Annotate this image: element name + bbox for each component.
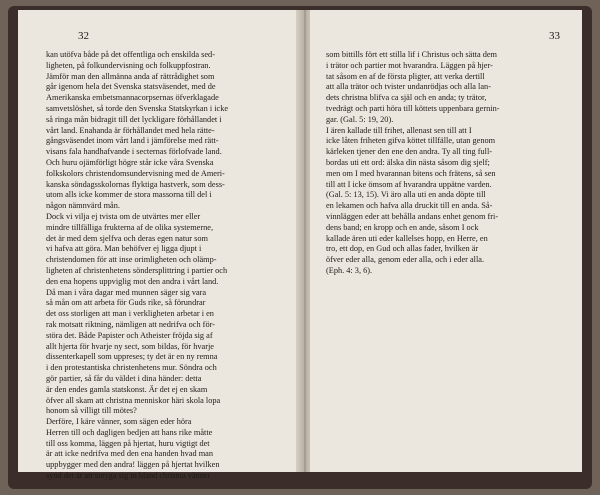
- text-line: öfver all skam att christna menniskor häri skola lopa: [46, 395, 221, 405]
- text-line: den ena hopens uppviglig mot den andra i vårt land.: [46, 276, 219, 286]
- left-page-number: 32: [78, 30, 89, 42]
- text-line: (Gal. 5: 13, 15). Vi äro alla uti en anda döpte till: [326, 190, 486, 200]
- right-page-text: [326, 50, 564, 277]
- text-line: men om I med hvarannan bitens och frätens, så sen: [326, 168, 496, 178]
- text-line: bordas uti ett ord: älska din nästa såsom dig sjelf;: [326, 157, 490, 167]
- text-line: icke låten friheten gifva köttet tillfälle, utan genom: [326, 136, 496, 146]
- text-line: vinnläggen eder att behålla andans enhet genom fri-: [326, 211, 499, 221]
- text-line: kan utöfva både på det offentliga och enskilda sed-: [46, 50, 215, 59]
- text-line: så ringa mån bidragit till det lyckligare förhållandet i: [46, 114, 222, 124]
- text-line: tat såsom en af de första pligter, att verka dertill: [326, 71, 485, 81]
- text-line: går igenom hela det Svenska statsväsendet, med de: [46, 82, 216, 92]
- text-line: att alla trätor och tvister undanrödjas och alla lan-: [326, 82, 491, 92]
- right-page-number: 33: [549, 30, 560, 42]
- text-line: Jämför man den allmänna anda af rättrådighet som: [46, 71, 215, 81]
- text-line: christendomen för att inse orimligheten och olämp-: [46, 255, 217, 265]
- text-line: i trätor och partier mot hvarandra. Läggen på hjer-: [326, 60, 493, 70]
- text-line: folkskolors christendomsundervisning med de Ameri-: [46, 168, 225, 178]
- text-line: honom så villigt till mötes?: [46, 406, 137, 416]
- text-line: till att I icke ömsom af hvarandra uppätne varden.: [326, 179, 492, 189]
- right-page: [310, 10, 582, 472]
- text-line: dissenterkapell som uppreses; ty det är en ny remna: [46, 352, 218, 362]
- text-line: störa det. Både Papister och Atheister fröjda sig af: [46, 330, 213, 340]
- text-line: kärleken tjener den ene den andra. Ty all ting full-: [326, 147, 493, 157]
- text-line: ligheten, på folkundervisning och folkuppfostran.: [46, 60, 211, 70]
- text-line: vi hafva att göra. Man behöfver ej ligga djupt i: [46, 244, 202, 254]
- text-line: Herren till och dagligen bedjen att hans rike måtte: [46, 427, 213, 437]
- text-line: (Eph. 4: 3, 6).: [326, 265, 373, 275]
- text-line: det oss storligen att man i verkligheten arbetar i en: [46, 309, 214, 319]
- text-line: dens band; en kropp och en ande, såsom I ock: [326, 222, 479, 232]
- text-line: rak motsatt riktning, nämligen att nedrifva och för-: [46, 319, 215, 329]
- text-line: Derföre, I käre vänner, som sägen eder höra: [46, 417, 192, 427]
- text-line: allt hjerta för hvarje ny sect, som bildas, för hvarje: [46, 341, 214, 351]
- text-line: en lekamen och hafva alla druckit till en anda. Så-: [326, 201, 493, 211]
- text-line: till oss komma, läggen på hjertat, huru vigtigt det: [46, 438, 210, 448]
- text-line: Och huru ojämförligt högre står icke våra Svenska: [46, 157, 214, 167]
- text-line: vårt land. Enahanda är förhållandet med hela rätte-: [46, 125, 215, 135]
- text-line: tro, ett dop, en Gud och allas fader, hvilken är: [326, 244, 479, 254]
- text-line: visans fala handhafvande i secternas förlofvade land.: [46, 147, 222, 157]
- text-line: mindre tillfälliga frukterna af de olika systemerne,: [46, 222, 214, 232]
- left-page: [18, 10, 300, 481]
- text-line: ligheten af christenhetens söndersplittring i partier och: [46, 265, 228, 275]
- text-line: gångsväsendet inom vårt land i jämförelse med rätt-: [46, 136, 219, 146]
- text-line: tvedrägt och parti höra till köttets uppenbara gernin-: [326, 103, 500, 113]
- text-line: så mån om att arbeta för Guds rike, så förundrar: [46, 298, 206, 308]
- text-line: Då man i våra dagar med munnen säger sig vara: [46, 287, 207, 297]
- text-line: gör partier, så får du väldet i dina händer: detta: [46, 373, 202, 383]
- text-line: Dock vi vilja ej tvista om de utvärtes mer eller: [46, 211, 201, 221]
- text-line: kallade ären uti eder kallelses hopp, en Herre, en: [326, 233, 488, 243]
- text-line: dets christna blifva ca själ och en anda; ty trätor,: [326, 93, 487, 103]
- text-line: synd det är att smyga sig in bland christna vänner: [46, 471, 211, 481]
- text-line: utom alls icke kommer de stora massorna till del i: [46, 190, 212, 200]
- text-line: är den endes gamla statskonst. Är det ej en skam: [46, 384, 208, 394]
- text-line: I ären kallade till frihet, allenast sen till att I: [326, 125, 472, 135]
- text-line: gar. (Gal. 5: 19, 20).: [326, 114, 394, 124]
- text-line: öfver eder alla, genom eder alla, och i eder alla.: [326, 255, 485, 265]
- text-line: kanska söndagsskolornas flyktiga hastverk, som dess-: [46, 179, 225, 189]
- text-line: Amerikanska embetsmannacorpsernas öfverklagade: [46, 93, 219, 103]
- text-line: är att icke nedrifva med den ena handen hvad man: [46, 449, 214, 459]
- text-line: det är med dem sjelfva och deras egen natur som: [46, 233, 208, 243]
- text-line: uppbygger med den andra! läggen på hjertat hvilken: [46, 460, 220, 470]
- text-line: som bittills fört ett stilla lif i Christus och sätta dem: [326, 50, 497, 59]
- text-line: någon nämnvärd mån.: [46, 201, 120, 211]
- text-line: samvetslöshet, så torde den Svenska Statskyrkan i icke: [46, 103, 229, 113]
- left-page-text: [46, 50, 286, 482]
- text-line: i den protestantiska christenhetens mur. Söndra och: [46, 363, 217, 373]
